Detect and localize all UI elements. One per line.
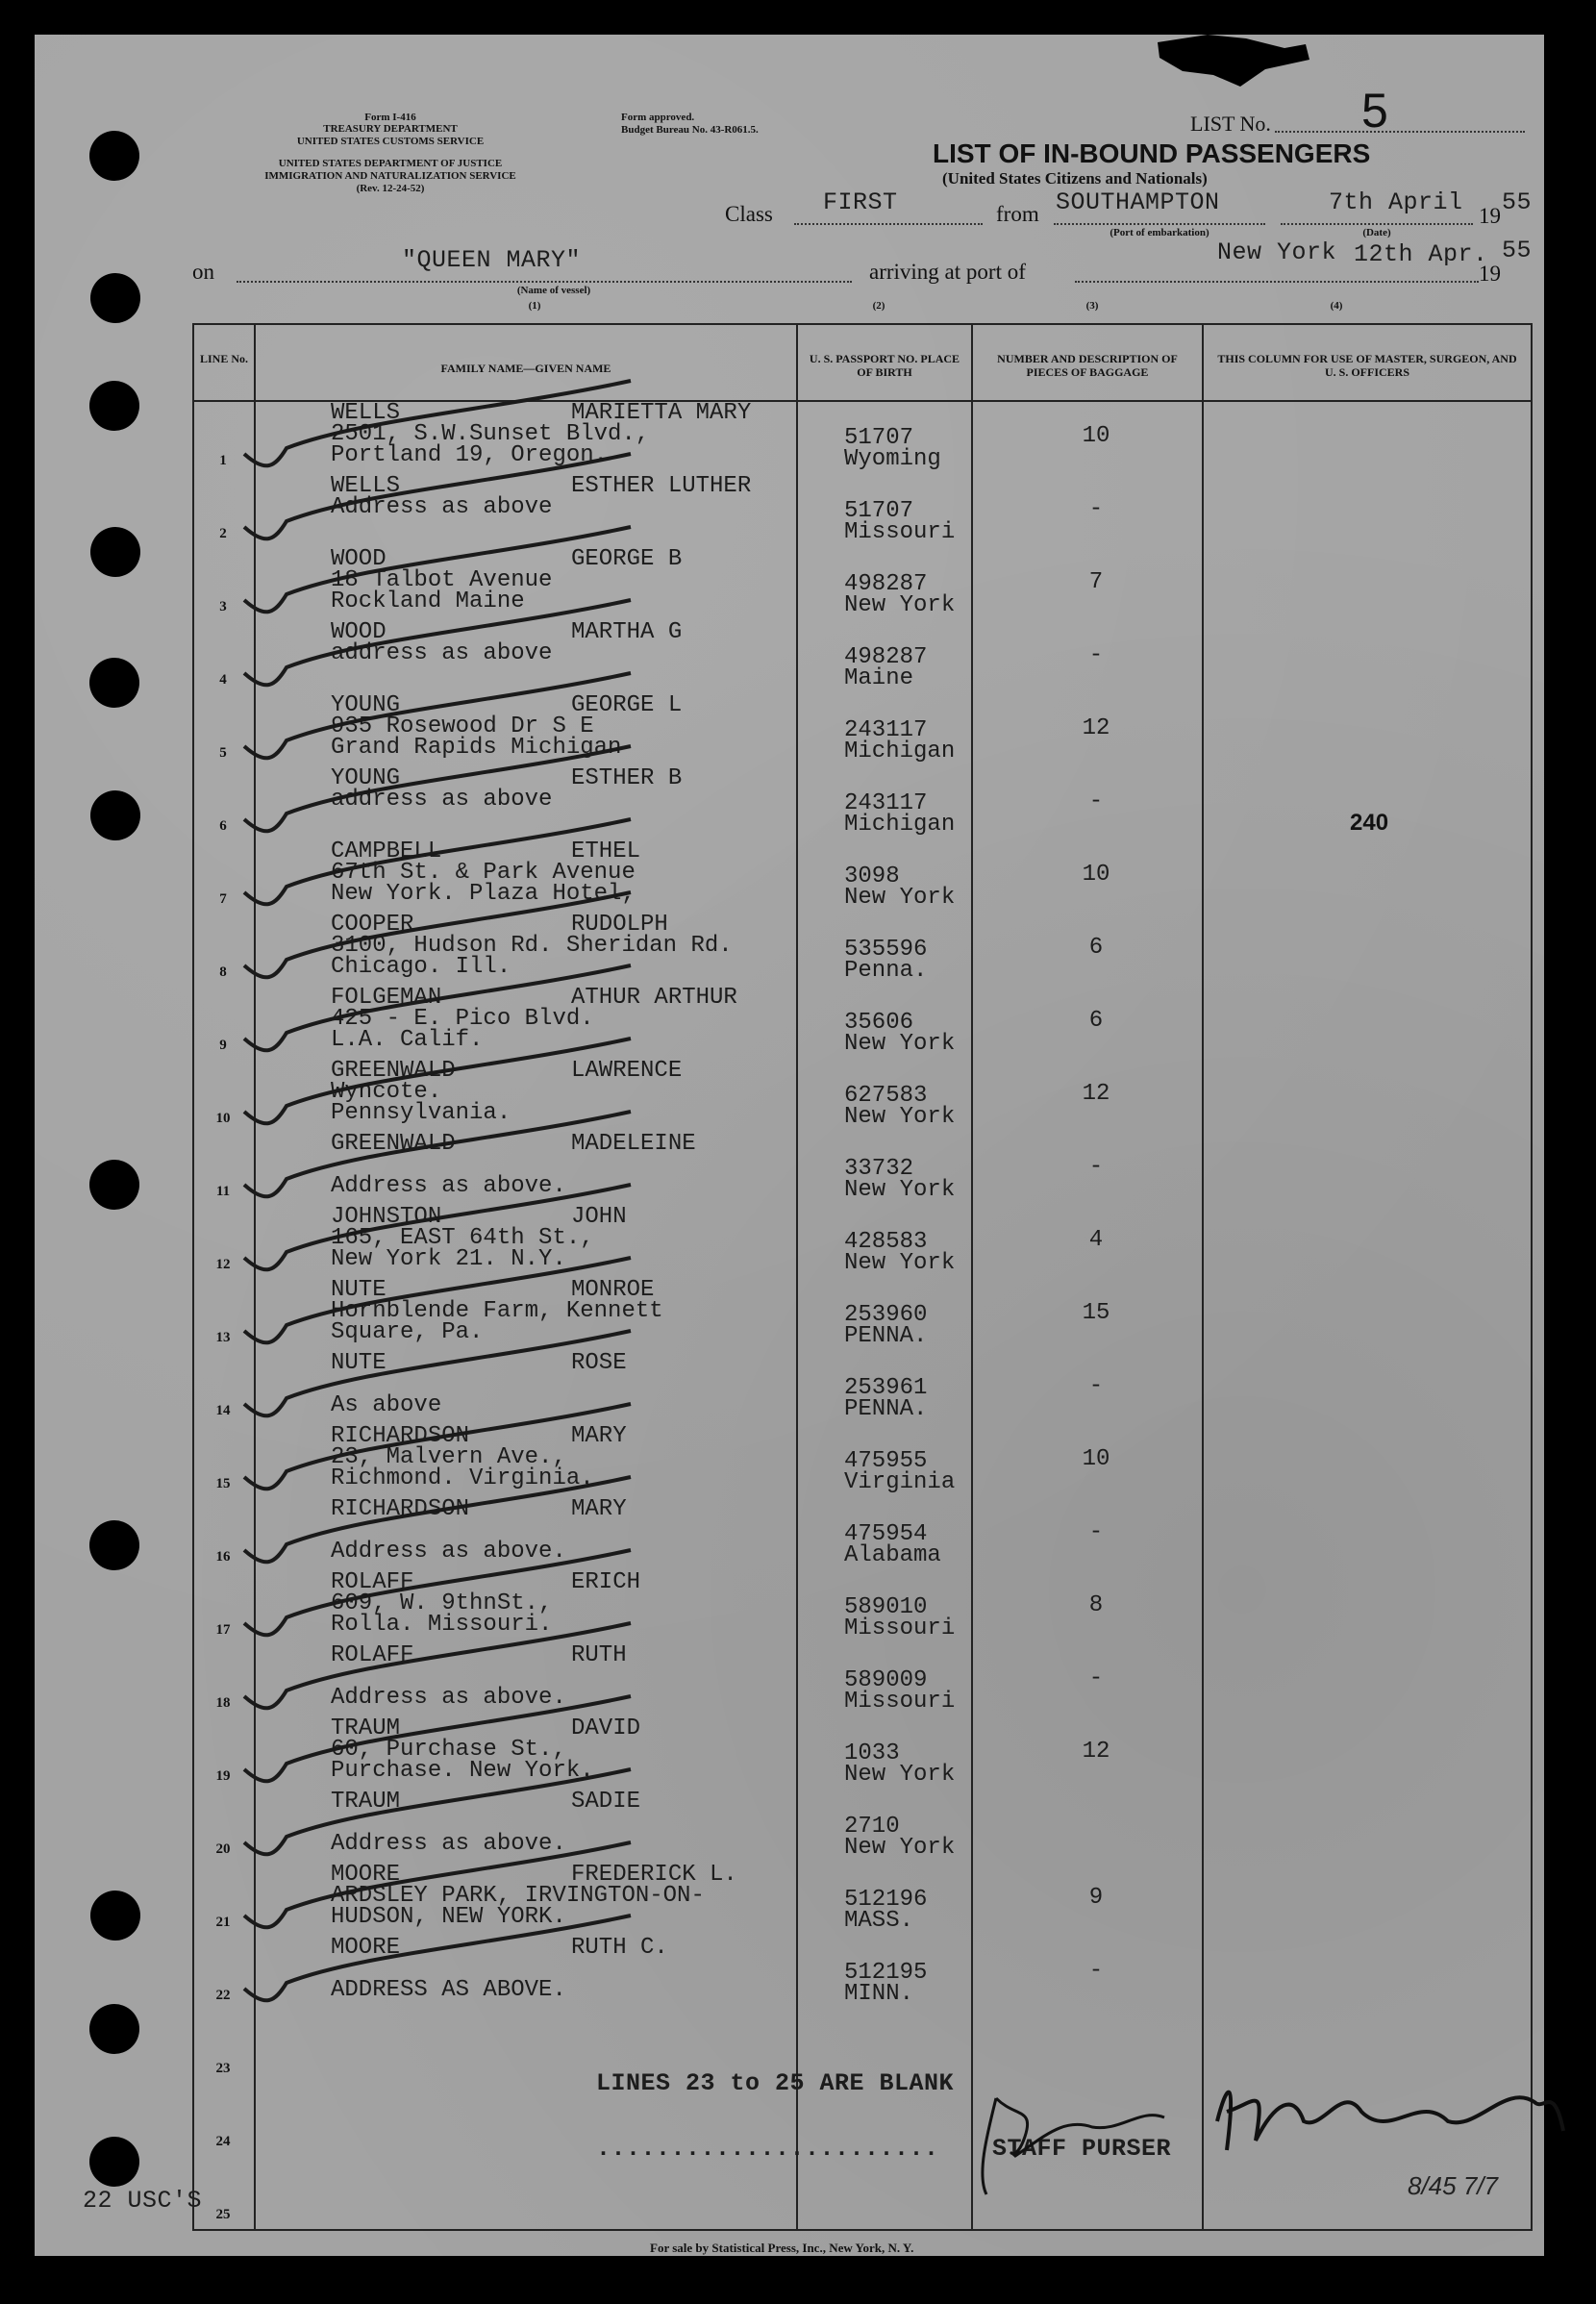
family-name: YOUNG	[331, 765, 401, 791]
baggage-count: -	[1088, 789, 1104, 814]
family-name: GREENWALD	[331, 1058, 456, 1084]
address-line-2: Chicago. Ill.	[331, 954, 511, 980]
place-of-birth: Missouri	[844, 519, 956, 545]
family-name: MOORE	[331, 1862, 401, 1888]
address-line-1: 2501, S.W.Sunset Blvd.,	[331, 421, 650, 447]
family-name: FOLGEMAN	[331, 985, 442, 1011]
address-line-1: ARDSLEY PARK, IRVINGTON-ON-	[331, 1883, 705, 1909]
check-marks-layer	[35, 35, 1544, 2256]
place-of-birth: New York	[844, 1835, 956, 1861]
place-of-birth: New York	[844, 885, 956, 911]
baggage-count: 12	[1082, 1081, 1110, 1107]
check-mark-stroke	[244, 381, 631, 465]
family-name: ROLAFF	[331, 1569, 414, 1595]
line-number: 8	[219, 964, 227, 980]
address-line-1: 935 Rosewood Dr S E	[331, 714, 594, 739]
margin-mark: 240	[1350, 810, 1389, 836]
arriving-label: arriving at port of	[869, 260, 1026, 284]
revision: (Rev. 12-24-52)	[356, 183, 425, 194]
line-number: 21	[215, 1915, 231, 1930]
family-name: TRAUM	[331, 1715, 401, 1741]
passport-number: 589009	[844, 1667, 928, 1693]
baggage-count: -	[1088, 496, 1104, 522]
arrival-date: 12th Apr.	[1354, 240, 1488, 268]
baggage-count: -	[1088, 1519, 1104, 1545]
passport-number: 51707	[844, 425, 914, 451]
arrival-year-prefix: 19	[1479, 262, 1501, 286]
staff-purser: STAFF PURSER	[992, 2135, 1172, 2163]
col-num-4: (4)	[1330, 300, 1343, 312]
blank-lines-note: LINES 23 to 25 ARE BLANK	[596, 2069, 955, 2097]
passport-number: 51707	[844, 498, 914, 524]
check-mark-stroke	[244, 1769, 631, 1854]
form-subtitle: (United States Citizens and Nationals)	[942, 169, 1208, 188]
line-number: 2	[219, 526, 227, 541]
given-name: MARY	[571, 1496, 627, 1522]
address-line-1: 23, Malvern Ave.,	[331, 1444, 566, 1470]
passport-number: 1033	[844, 1741, 900, 1766]
dept1: TREASURY DEPARTMENT	[323, 123, 458, 135]
family-name: WOOD	[331, 619, 387, 645]
line-number: 25	[215, 2207, 231, 2222]
baggage-count: -	[1088, 1958, 1104, 1984]
family-name: WELLS	[331, 473, 401, 499]
given-name: FREDERICK L.	[571, 1862, 737, 1888]
family-name: MOORE	[331, 1935, 401, 1961]
given-name: MARTHA G	[571, 619, 683, 645]
check-mark-stroke	[244, 1404, 631, 1489]
embark-date: 7th April	[1329, 188, 1463, 216]
place-of-birth: PENNA.	[844, 1396, 928, 1422]
address-line-2: Portland 19, Oregon.	[331, 442, 609, 468]
family-name: TRAUM	[331, 1789, 401, 1815]
address-line-1: 609, W. 9thnSt.,	[331, 1590, 553, 1616]
passport-number: 2710	[844, 1814, 900, 1840]
address-line-2: New York. Plaza Hotel,	[331, 881, 636, 907]
line-number: 24	[215, 2134, 231, 2149]
address-line-1: Hornblende Farm, Kennett	[331, 1298, 663, 1324]
given-name: ETHEL	[571, 839, 641, 864]
place-of-birth: New York	[844, 1177, 956, 1203]
dept2-sub: IMMIGRATION AND NATURALIZATION SERVICE	[264, 170, 516, 182]
given-name: DAVID	[571, 1715, 641, 1741]
passport-number: 428583	[844, 1229, 928, 1255]
line-number: 17	[215, 1622, 231, 1638]
family-name: GREENWALD	[331, 1131, 456, 1157]
passport-number: 35606	[844, 1010, 914, 1036]
class-label: Class	[725, 202, 773, 226]
check-mark-stroke	[244, 965, 631, 1050]
address-line-2: Rolla. Missouri.	[331, 1612, 553, 1638]
place-of-birth: PENNA.	[844, 1323, 928, 1349]
passport-number: 253961	[844, 1375, 928, 1401]
passport-number: 243117	[844, 790, 928, 816]
place-of-birth: New York	[844, 592, 956, 618]
class-value: FIRST	[823, 188, 898, 216]
line-number: 4	[219, 672, 227, 688]
check-mark-stroke	[244, 1039, 631, 1123]
arrival-port: New York	[1217, 238, 1337, 266]
on-label: on	[192, 260, 214, 284]
given-name: JOHN	[571, 1204, 627, 1230]
baggage-count: 12	[1082, 715, 1110, 741]
col-header-name: FAMILY NAME—GIVEN NAME	[440, 362, 611, 375]
given-name: ROSE	[571, 1350, 627, 1376]
family-name: WELLS	[331, 400, 401, 426]
given-name: GEORGE B	[571, 546, 683, 572]
given-name: RUDOLPH	[571, 912, 668, 938]
given-name: ESTHER B	[571, 765, 683, 791]
check-mark-stroke	[244, 1258, 631, 1342]
address-line-1: Wyncote.	[331, 1079, 442, 1105]
embark-year: 55	[1502, 188, 1533, 216]
address-line-2: Square, Pa.	[331, 1319, 484, 1345]
arrival-year: 55	[1502, 237, 1533, 264]
passport-number: 535596	[844, 937, 928, 963]
line-number: 22	[215, 1988, 231, 2003]
check-mark-stroke	[244, 1185, 631, 1269]
line-number: 11	[215, 1184, 231, 1199]
address-line-1: address as above	[331, 640, 553, 666]
baggage-count: 6	[1088, 1008, 1104, 1034]
baggage-count: 4	[1088, 1227, 1104, 1253]
line-number: 6	[219, 818, 227, 834]
baggage-count: 10	[1082, 1446, 1110, 1472]
col-num-1: (1)	[528, 300, 541, 312]
address-line-2: Address as above.	[331, 1539, 566, 1565]
place-of-birth: Maine	[844, 665, 914, 691]
check-mark-stroke	[244, 527, 631, 612]
place-of-birth: Michigan	[844, 739, 956, 764]
col-header-passport: U. S. PASSPORT NO. PLACE OF BIRTH	[809, 352, 960, 379]
check-mark-stroke	[244, 892, 631, 977]
line-number: 3	[219, 599, 227, 614]
baggage-count: 10	[1082, 862, 1110, 888]
address-line-1: 67th St. & Park Avenue	[331, 860, 636, 886]
family-name: RICHARDSON	[331, 1423, 470, 1449]
check-mark-stroke	[244, 1623, 631, 1708]
line-number: 14	[215, 1403, 231, 1418]
address-line-2: Address as above.	[331, 1173, 566, 1199]
check-mark-stroke	[244, 746, 631, 831]
line-number: 20	[215, 1841, 231, 1857]
address-line-2: HUDSON, NEW YORK.	[331, 1904, 566, 1930]
baggage-count: -	[1088, 1665, 1104, 1691]
check-mark-stroke	[244, 1696, 631, 1781]
place-of-birth: MASS.	[844, 1908, 914, 1934]
dept2: UNITED STATES DEPARTMENT OF JUSTICE	[278, 158, 503, 169]
list-no-label: LIST No.	[1190, 112, 1271, 136]
baggage-count: 6	[1088, 935, 1104, 961]
family-name: CAMPBELL	[331, 839, 442, 864]
passport-number: 33732	[844, 1156, 914, 1182]
baggage-count: 9	[1088, 1885, 1104, 1911]
passport-number: 512196	[844, 1887, 928, 1913]
check-mark-stroke	[244, 673, 631, 758]
baggage-count: 10	[1082, 423, 1110, 449]
given-name: MARIETTA MARY	[571, 400, 752, 426]
check-mark-stroke	[244, 1331, 631, 1415]
corner-mark: 8/45 7/7	[1408, 2171, 1498, 2200]
form-id: Form I-416	[364, 112, 416, 123]
printer-footer: For sale by Statistical Press, Inc., New York, N. Y.	[650, 2241, 914, 2255]
address-line-1: 60, Purchase St.,	[331, 1737, 566, 1763]
baggage-count: 7	[1088, 569, 1104, 595]
place-of-birth: MINN.	[844, 1981, 914, 2007]
line-number: 7	[219, 891, 227, 907]
port-of-embarkation: SOUTHAMPTON	[1056, 188, 1220, 216]
given-name: ERICH	[571, 1569, 641, 1595]
place-of-birth: Virginia	[844, 1469, 956, 1495]
address-line-1: 165, EAST 64th St.,	[331, 1225, 594, 1251]
line-number: 9	[219, 1038, 227, 1053]
family-name: RICHARDSON	[331, 1496, 470, 1522]
passport-number: 243117	[844, 717, 928, 743]
passport-number: 627583	[844, 1083, 928, 1109]
check-mark-stroke	[244, 1550, 631, 1635]
place-of-birth: New York	[844, 1031, 956, 1057]
address-line-2: Address as above.	[331, 1831, 566, 1857]
passport-number: 475955	[844, 1448, 928, 1474]
passenger-manifest-sheet	[35, 35, 1544, 2256]
given-name: LAWRENCE	[571, 1058, 683, 1084]
passport-number: 512195	[844, 1960, 928, 1986]
dept1-sub: UNITED STATES CUSTOMS SERVICE	[296, 136, 485, 147]
family-name: YOUNG	[331, 692, 401, 718]
line-number: 12	[215, 1257, 231, 1272]
budget-bureau: Budget Bureau No. 43-R061.5.	[621, 124, 759, 136]
year-prefix: 19	[1479, 204, 1501, 228]
place-of-birth: Missouri	[844, 1615, 956, 1641]
given-name: ESTHER LUTHER	[571, 473, 752, 499]
place-of-birth: Alabama	[844, 1542, 941, 1568]
col-header-baggage: NUMBER AND DESCRIPTION OF PIECES OF BAGGAGE	[997, 352, 1178, 379]
passport-number: 589010	[844, 1594, 928, 1620]
check-mark-stroke	[244, 1477, 631, 1562]
place-of-birth: Penna.	[844, 958, 928, 984]
line-number: 18	[215, 1695, 231, 1711]
given-name: GEORGE L	[571, 692, 683, 718]
address-line-2: Purchase. New York.	[331, 1758, 594, 1784]
baggage-count: 12	[1082, 1739, 1110, 1765]
usc-note: 22 USC'S	[83, 2187, 203, 2215]
line-number: 16	[215, 1549, 231, 1565]
passport-number: 498287	[844, 644, 928, 670]
col-num-2: (2)	[872, 300, 885, 312]
address-line-2: New York 21. N.Y.	[331, 1246, 566, 1272]
address-line-1: address as above	[331, 787, 553, 813]
address-line-2: Rockland Maine	[331, 589, 525, 614]
col-num-3: (3)	[1085, 300, 1099, 312]
place-of-birth: Michigan	[844, 812, 956, 838]
address-line-1: 18 Talbot Avenue	[331, 567, 553, 593]
place-of-birth: New York	[844, 1250, 956, 1276]
given-name: MARY	[571, 1423, 627, 1449]
place-of-birth: Wyoming	[844, 446, 941, 472]
place-of-birth: New York	[844, 1104, 956, 1130]
family-name: NUTE	[331, 1350, 387, 1376]
address-line-2: Pennsylvania.	[331, 1100, 511, 1126]
date-caption: (Date)	[1362, 227, 1391, 238]
form-approved: Form approved.	[621, 112, 695, 123]
address-line-2: As above	[331, 1392, 442, 1418]
line-number: 23	[215, 2061, 231, 2076]
form-title: LIST OF IN-BOUND PASSENGERS	[933, 138, 1371, 168]
passport-number: 253960	[844, 1302, 928, 1328]
given-name: MONROE	[571, 1277, 655, 1303]
baggage-count: -	[1088, 1373, 1104, 1399]
given-name: RUTH	[571, 1642, 627, 1668]
address-line-1: Address as above	[331, 494, 553, 520]
from-label: from	[996, 202, 1039, 226]
given-name: MADELEINE	[571, 1131, 696, 1157]
check-mark-stroke	[244, 1112, 631, 1196]
line-number: 1	[219, 453, 227, 468]
address-line-1: 425 - E. Pico Blvd.	[331, 1006, 594, 1032]
address-line-2: L.A. Calif.	[331, 1027, 484, 1053]
line-number: 5	[219, 745, 227, 761]
given-name: ATHUR ARTHUR	[571, 985, 737, 1011]
list-number: 5	[1361, 84, 1388, 138]
port-caption: (Port of embarkation)	[1110, 227, 1209, 238]
family-name: WOOD	[331, 546, 387, 572]
address-line-2: ADDRESS AS ABOVE.	[331, 1977, 566, 2003]
baggage-count: 15	[1082, 1300, 1110, 1326]
check-mark-stroke	[244, 1842, 631, 1927]
baggage-count: -	[1088, 642, 1104, 668]
line-number: 15	[215, 1476, 231, 1491]
check-mark-stroke	[244, 600, 631, 685]
passport-number: 475954	[844, 1521, 928, 1547]
address-line-2: Grand Rapids Michigan	[331, 735, 622, 761]
baggage-count: 8	[1088, 1592, 1104, 1618]
col-header-officers: THIS COLUMN FOR USE OF MASTER, SURGEON, AND U. S. OFFICERS	[1217, 352, 1517, 379]
place-of-birth: Missouri	[844, 1689, 956, 1715]
family-name: ROLAFF	[331, 1642, 414, 1668]
address-line-2: Richmond. Virginia.	[331, 1465, 594, 1491]
signature-dots: .......................	[596, 2135, 939, 2163]
address-line-2: Address as above.	[331, 1685, 566, 1711]
place-of-birth: New York	[844, 1762, 956, 1788]
family-name: JOHNSTON	[331, 1204, 442, 1230]
address-line-1: 3100, Hudson Rd. Sheridan Rd.	[331, 933, 733, 959]
passport-number: 3098	[844, 864, 900, 889]
given-name: RUTH C.	[571, 1935, 668, 1961]
check-mark-stroke	[244, 819, 631, 904]
line-number: 10	[215, 1111, 231, 1126]
given-name: SADIE	[571, 1789, 641, 1815]
family-name: NUTE	[331, 1277, 387, 1303]
vessel-name: "QUEEN MARY"	[402, 246, 582, 274]
vessel-caption: (Name of vessel)	[516, 285, 591, 296]
check-mark-stroke	[244, 1916, 631, 2000]
check-mark-stroke	[244, 454, 631, 538]
col-header-line-no: LINE No.	[199, 352, 248, 365]
line-number: 19	[215, 1768, 231, 1784]
baggage-count: -	[1088, 1154, 1104, 1180]
passport-number: 498287	[844, 571, 928, 597]
family-name: COOPER	[331, 912, 414, 938]
line-number: 13	[215, 1330, 231, 1345]
